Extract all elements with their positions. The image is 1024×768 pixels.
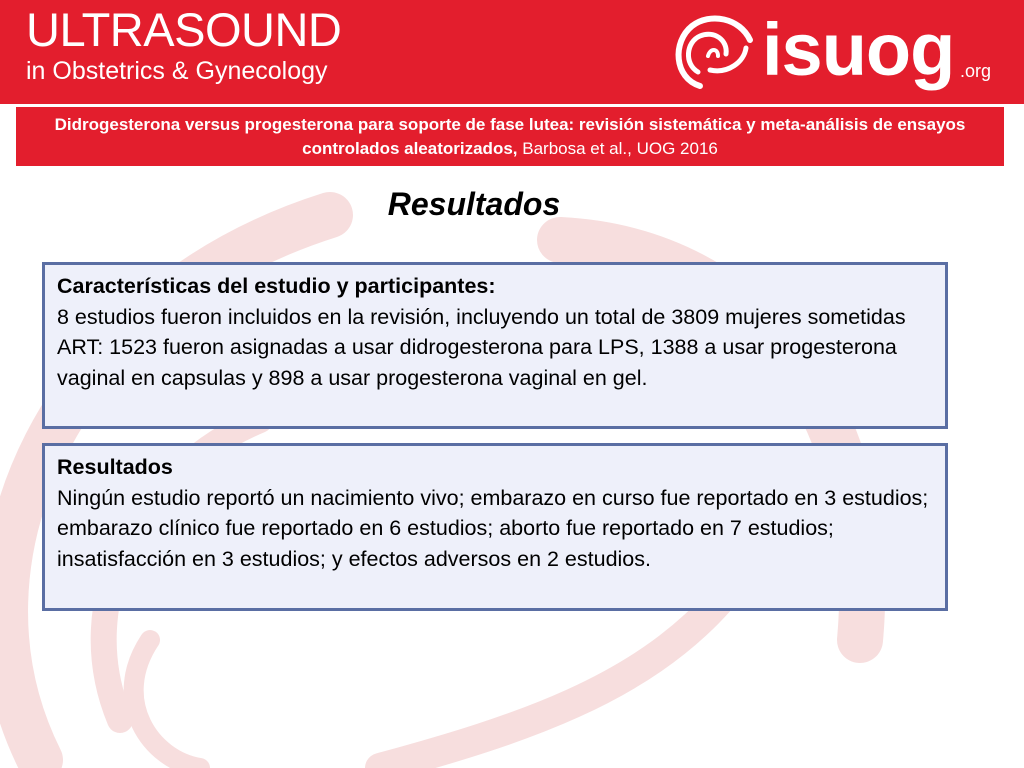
results-card <box>42 443 948 611</box>
section-heading: Resultados <box>387 186 561 222</box>
journal-title: ULTRASOUND <box>26 3 342 56</box>
article-title-banner <box>16 107 1004 166</box>
isuog-logo-text: isuog <box>762 8 955 91</box>
article-citation: Barbosa et al., UOG 2016 <box>517 139 718 158</box>
card-heading: Características del estudio y participantes: <box>57 274 496 298</box>
isuog-logo <box>670 8 1010 98</box>
card-body: Ningún estudio reportó un nacimiento vivo; embarazo en curso fue reportado en 3 estudios; embarazo clínico fue reportado en 6 estudios; aborto fue reportado en 7 estudios; insatisfacción en 3 estudios; y efectos adversos en 2 estudios. <box>57 485 929 571</box>
journal-subtitle: in Obstetrics & Gynecology <box>26 57 328 85</box>
card-heading: Resultados <box>57 455 173 479</box>
study-characteristics-card <box>42 262 948 429</box>
isuog-emblem-icon <box>670 12 756 92</box>
journal-header <box>0 0 1024 104</box>
isuog-logo-suffix: .org <box>960 61 992 81</box>
article-title: Didrogesterona versus progesterona para soporte de fase lutea: revisión sistemática y meta-análisis de ensayos controlados aleatorizados, <box>54 115 966 158</box>
card-body: 8 estudios fueron incluidos en la revisión, incluyendo un total de 3809 mujeres sometidas ART: 1523 fueron asignadas a usar didrogesterona para LPS, 1388 a usar progesterona vaginal en capsulas y 898 a usar progesterona vaginal en gel. <box>57 304 906 390</box>
